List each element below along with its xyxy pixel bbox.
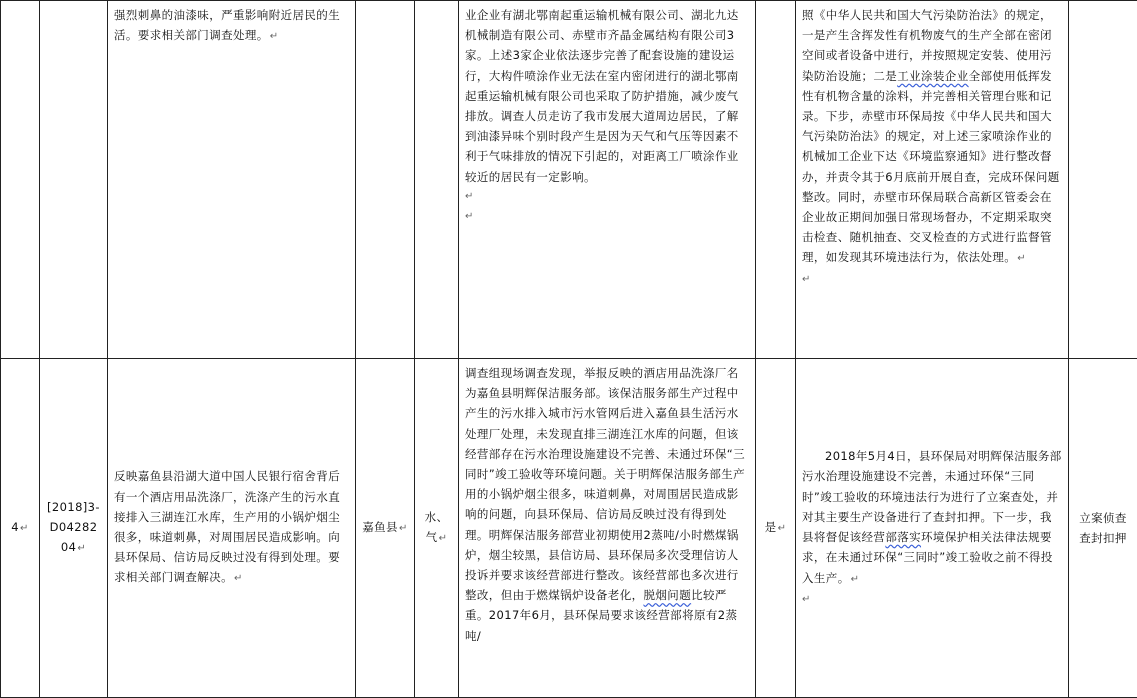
investigation-cell xyxy=(459,1,756,359)
paragraph-mark: ↵ xyxy=(439,533,448,544)
handling-text-underlined: 工业涂装企业 xyxy=(897,69,968,83)
handling-text-b: 环境保护相关法律法规要求，在未通过环保“三同时”竣工验收之前不得投入生产。 xyxy=(802,530,1053,584)
paragraph-mark: ↵ xyxy=(465,187,749,207)
investigation-text-a: 调查组现场调查发现，举报反映的酒店用品洗涤厂名为嘉鱼县明辉保洁服务部。该保洁服务部生产过程中产生的污水排入城市污水管网后进入嘉鱼县生活污水处理厂处理，未发现直排三湖连江水库的问题，但该经营部存在污水治理设施建设不完善、未通过环保“三同时”竣工验收等环境问题。关于明辉保洁服务部生产用的小锅炉烟尘很多，味道刺鼻，对周围居民造成影响的问题，向县环保局、信访局反映过没有得到处理。明辉保洁服务部营业初期使用2蒸吨/小时燃煤锅炉，烟尘较黑，县信访局、县环保局多次受理信访人投诉并要求该经营部进行整改。该经营部也多次进行整改，但由于燃煤锅炉设备老化， xyxy=(465,366,745,602)
type-line1: 水、 xyxy=(421,507,452,527)
case-code-line2: D0428204 xyxy=(50,520,98,554)
investigation-text-underlined: 脱烟问题 xyxy=(644,588,692,602)
paragraph-mark: ↵ xyxy=(465,207,749,227)
table-row xyxy=(1,359,1137,698)
paragraph-mark: ↵ xyxy=(778,523,787,534)
paragraph-mark: ↵ xyxy=(270,31,279,42)
district-cell xyxy=(356,1,415,359)
handling-cell xyxy=(796,359,1069,698)
type-cell xyxy=(415,359,459,698)
investigation-cell xyxy=(459,359,756,698)
investigation-text-b: 比较严重。2017年6月，县环保局要求该经营部将原有2蒸吨/ xyxy=(465,588,737,642)
handling-cell xyxy=(796,1,1069,359)
table-row xyxy=(1,1,1137,359)
handling-text-a: 2018年5月4日，县环保局对明辉保洁服务部污水治理设施建设不完善，未通过环保“三同时”竣工验收的环境违法行为进行了立案查处，并对其主要生产设备进行了查封扣押。下一步，我县将督促该经营 xyxy=(802,449,1062,544)
paragraph-mark: ↵ xyxy=(802,590,1062,610)
index-cell xyxy=(1,1,40,359)
verified-text: 是 xyxy=(765,520,777,534)
paragraph-mark: ↵ xyxy=(20,523,29,534)
paragraph-mark: ↵ xyxy=(802,270,1062,290)
verified-cell xyxy=(756,359,796,698)
complaint-cell xyxy=(108,359,356,698)
type-line2: 气 xyxy=(426,530,438,544)
paragraph-mark: ↵ xyxy=(399,523,408,534)
paragraph-mark: ↵ xyxy=(851,574,860,585)
case-code-line2-wrap xyxy=(46,517,101,559)
paragraph-mark: ↵ xyxy=(77,543,86,554)
result-text: 立案侦查查封扣押 xyxy=(1079,511,1127,545)
result-cell xyxy=(1069,1,1137,359)
type-cell xyxy=(415,1,459,359)
complaint-cell xyxy=(108,1,356,359)
code-cell xyxy=(40,1,108,359)
handling-paragraph xyxy=(802,446,1062,589)
handling-text-a: 照《中华人民共和国大气污染防治法》的规定，一是产生含挥发性有机物废气的生产全部在密闭空间或者设备中进行，并按照规定安装、使用污染防治设施；二是 xyxy=(802,8,1052,83)
district-cell xyxy=(356,359,415,698)
index-cell xyxy=(1,359,40,698)
row-index: 4 xyxy=(11,520,19,534)
complaint-text: 强烈刺鼻的油漆味，严重影响附近居民的生活。要求相关部门调查处理。 xyxy=(114,8,340,42)
complaint-text: 反映嘉鱼县沿湖大道中国人民银行宿舍背后有一个酒店用品洗涤厂，洗涤产生的污水直接排入三湖连江水库，生产用的小锅炉烟尘很多，味道刺鼻，对周围居民造成影响。向县环保局、信访局反映过没有得到处理。要求相关部门调查解决。 xyxy=(114,469,340,584)
paragraph-mark: ↵ xyxy=(1017,253,1026,264)
handling-text-underlined: 部落实 xyxy=(885,530,921,544)
type-line2-wrap xyxy=(421,527,452,549)
handling-text-b: 全部使用低挥发性有机物含量的涂料，并完善相关管理台账和记录。下步，赤壁市环保局按《中华人民共和国大气污染防治法》的规定，对上述三家喷涂作业的机械加工企业下达《环境监察通知》进行整改督办，并责令其于6月底前开展自查，完成环保问题整改。同时，赤壁市环保局联合高新区管委会在企业故正期间加强日常现场督办，不定期采取突击检查、随机抽查、交叉检查的方式进行监督管理，如发现其环境违法行为，依法处理。 xyxy=(802,69,1060,265)
code-cell xyxy=(40,359,108,698)
paragraph-mark: ↵ xyxy=(234,573,243,584)
case-code-line1: [2018]3- xyxy=(46,497,101,517)
district-text: 嘉鱼县 xyxy=(362,520,398,534)
result-cell xyxy=(1069,359,1137,698)
investigation-text: 业企业有湖北鄂南起重运输机械有限公司、湖北九达机械制造有限公司、赤壁市齐晶金属结构有限公司3家。上述3家企业依法逐步完善了配套设施的建设运行，大构件喷涂作业无法在室内密闭进行的湖北鄂南起重运输机械有限公司也采取了防护措施，减少废气排放。调查人员走访了我市发展大道周边居民，了解到油漆异味个别时段产生是因为天气和气压等因素不利于气味排放的情况下引起的，对距离工厂喷涂作业较近的居民有一定影响。 xyxy=(465,8,739,184)
verified-cell xyxy=(756,1,796,359)
